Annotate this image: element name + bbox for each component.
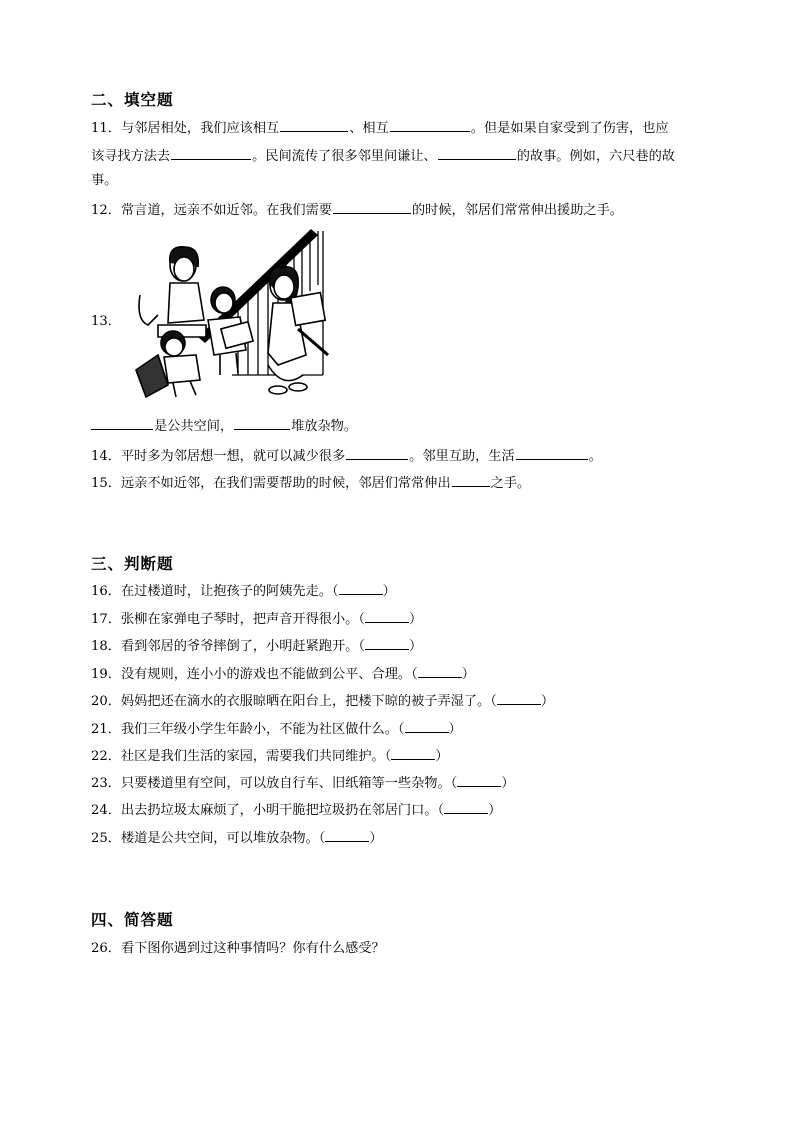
question-number: 15． bbox=[91, 476, 121, 491]
answer-blank[interactable] bbox=[444, 801, 488, 814]
answer-blank[interactable] bbox=[497, 692, 541, 705]
answer-blank[interactable] bbox=[365, 610, 409, 623]
answer-blank[interactable] bbox=[516, 446, 588, 460]
question-text: 我们三年级小学生年龄小，不能为社区做什么。（ bbox=[120, 722, 405, 737]
judge-question-16: 16．在过楼道时，让抱孩子的阿姨先走。（ ） bbox=[91, 584, 396, 599]
section-heading-judge: 三、判断题 bbox=[91, 554, 174, 573]
answer-blank[interactable] bbox=[365, 637, 409, 650]
judge-question-25: 25．楼道是公共空间，可以堆放杂物。（ ） bbox=[91, 831, 383, 846]
question-text: 楼道是公共空间，可以堆放杂物。（ bbox=[120, 831, 326, 846]
question-number: 18． bbox=[91, 639, 121, 654]
section-heading-short: 四、简答题 bbox=[91, 910, 174, 929]
question-text: 没有规则，连小小的游戏也不能做到公平、合理。（ bbox=[120, 667, 418, 682]
judge-question-24: 24．出去扔垃圾太麻烦了，小明干脆把垃圾扔在邻居门口。（ ） bbox=[91, 803, 502, 818]
answer-blank[interactable] bbox=[280, 118, 348, 132]
answer-blank[interactable] bbox=[457, 774, 501, 787]
question-number: 20． bbox=[91, 694, 121, 709]
question-number: 12． bbox=[91, 203, 121, 218]
question-number: 26． bbox=[91, 941, 121, 956]
answer-blank[interactable] bbox=[91, 416, 153, 430]
question-number: 13． bbox=[91, 314, 121, 329]
question-text: 只要楼道里有空间，可以放自行车、旧纸箱等一些杂物。（ bbox=[120, 776, 458, 791]
question-number: 14． bbox=[91, 449, 121, 464]
answer-blank[interactable] bbox=[452, 473, 490, 487]
answer-blank[interactable] bbox=[333, 200, 411, 214]
question-number: 19． bbox=[91, 667, 121, 682]
judge-question-23: 23．只要楼道里有空间，可以放自行车、旧纸箱等一些杂物。（ ） bbox=[91, 776, 515, 791]
question-text: 出去扔垃圾太麻烦了，小明干脆把垃圾扔在邻居门口。（ bbox=[120, 803, 445, 818]
answer-blank[interactable] bbox=[171, 146, 251, 160]
judge-question-20: 20．妈妈把还在滴水的衣服晾晒在阳台上，把楼下晾的被子弄湿了。（ ） bbox=[91, 694, 554, 709]
question-13-line: 是公共空间， 堆放杂物。 bbox=[91, 416, 357, 436]
question-15: 15．远亲不如近邻，在我们需要帮助的时候，邻居们常常伸出 之手。 bbox=[91, 473, 530, 493]
question-text: 在过楼道时，让抱孩子的阿姨先走。（ bbox=[120, 584, 339, 599]
question-number: 22． bbox=[91, 749, 121, 764]
answer-blank[interactable] bbox=[405, 720, 449, 733]
question-14: 14．平时多为邻居想一想，就可以减少很多 。邻里互助，生活 。 bbox=[91, 446, 602, 466]
question-11-line-3: 事。 bbox=[91, 173, 118, 188]
answer-blank[interactable] bbox=[339, 582, 383, 595]
question-number: 21． bbox=[91, 722, 121, 737]
question-11-line-1: 11．与邻居相处，我们应该相互 、相互 。但是如果自家受到了伤害，也应 bbox=[91, 118, 669, 138]
answer-blank[interactable] bbox=[391, 747, 435, 760]
question-number: 24． bbox=[91, 803, 121, 818]
judge-question-17: 17．张柳在家弹电子琴时，把声音开得很小。（ ） bbox=[91, 612, 423, 627]
stairwell-illustration bbox=[128, 225, 333, 400]
question-text: 妈妈把还在滴水的衣服晾晒在阳台上，把楼下晾的被子弄湿了。（ bbox=[120, 694, 497, 709]
answer-blank[interactable] bbox=[418, 665, 462, 678]
judge-question-18: 18．看到邻居的爷爷摔倒了，小明赶紧跑开。（ ） bbox=[91, 639, 423, 654]
question-text: 看到邻居的爷爷摔倒了，小明赶紧跑开。（ bbox=[120, 639, 365, 654]
question-text: 张柳在家弹电子琴时，把声音开得很小。（ bbox=[120, 612, 365, 627]
question-number: 23． bbox=[91, 776, 121, 791]
judge-question-19: 19．没有规则，连小小的游戏也不能做到公平、合理。（ ） bbox=[91, 667, 475, 682]
question-text: 社区是我们生活的家园，需要我们共同维护。（ bbox=[120, 749, 392, 764]
question-number: 16． bbox=[91, 584, 121, 599]
question-26: 26．看下图你遇到过这种事情吗？你有什么感受？ bbox=[91, 941, 385, 956]
answer-blank[interactable] bbox=[346, 446, 408, 460]
answer-blank[interactable] bbox=[390, 118, 470, 132]
question-number: 11． bbox=[91, 121, 121, 136]
answer-blank[interactable] bbox=[234, 416, 290, 430]
answer-blank[interactable] bbox=[325, 829, 369, 842]
question-number: 25． bbox=[91, 831, 121, 846]
question-11-line-2: 该寻找方法去 。民间流传了很多邻里间谦让、 的故事。例如，六尺巷的故 bbox=[91, 146, 675, 166]
section-heading-fill: 二、填空题 bbox=[91, 90, 174, 109]
answer-blank[interactable] bbox=[438, 146, 516, 160]
judge-question-22: 22．社区是我们生活的家园，需要我们共同维护。（ ） bbox=[91, 749, 449, 764]
question-number: 17． bbox=[91, 612, 121, 627]
question-12: 12．常言道，远亲不如近邻。在我们需要 的时候，邻居们常常伸出援助之手。 bbox=[91, 200, 623, 220]
judge-question-21: 21．我们三年级小学生年龄小，不能为社区做什么。（ ） bbox=[91, 722, 462, 737]
